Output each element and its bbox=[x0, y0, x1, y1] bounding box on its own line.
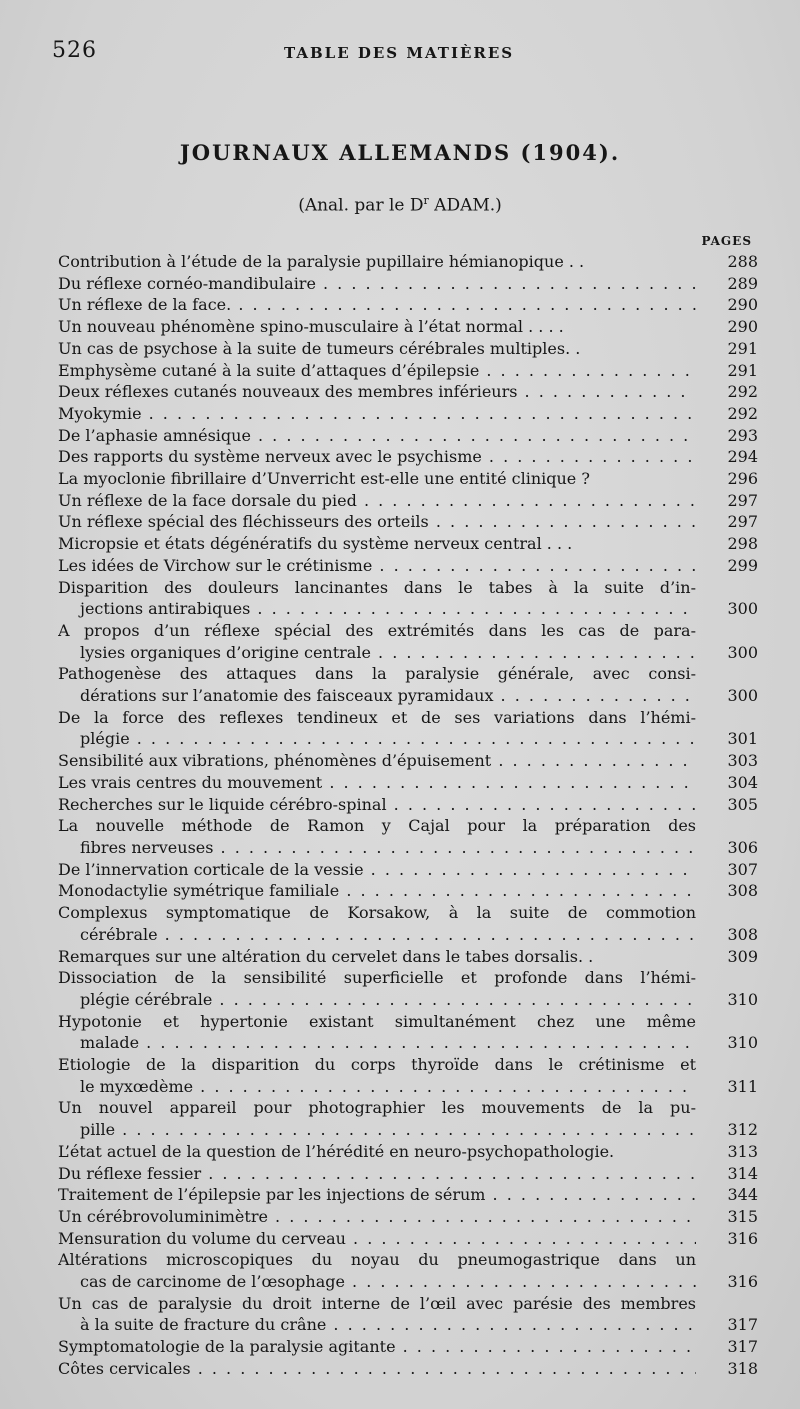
toc-page-number: 309 bbox=[727, 946, 758, 966]
toc-page-number: 300 bbox=[727, 686, 758, 706]
toc-entry bbox=[58, 273, 758, 295]
toc-entry bbox=[58, 1163, 758, 1185]
toc-entry bbox=[58, 794, 758, 816]
toc-entry-text: Recherches sur le liquide cérébro-spinal . . . bbox=[58, 794, 696, 816]
toc-entry-text: cas de carcinome de l’œsophage . . . bbox=[58, 1271, 696, 1293]
toc-entry-text: Remarques sur une altération du cervelet dans le tabes dorsalis. . bbox=[58, 946, 594, 966]
toc-entry bbox=[58, 555, 758, 577]
toc-entry-text: L’état actuel de la question de l’hérédité en neuro-psychopathologie. bbox=[58, 1141, 615, 1161]
page-number: 526 bbox=[52, 38, 97, 63]
toc-entry-text: plégie cérébrale . . . bbox=[58, 989, 696, 1011]
toc-page-number: 297 bbox=[727, 490, 758, 510]
toc-entry bbox=[58, 446, 758, 468]
toc-entry bbox=[58, 511, 758, 533]
toc-entry bbox=[58, 946, 758, 968]
toc-entry-text: Altérations microscopiques du noyau du pneumogastrique dans un bbox=[58, 1250, 696, 1270]
toc-entry bbox=[58, 577, 758, 620]
toc-entry-text: Un cas de paralysie du droit interne de l’œil avec parésie des membres bbox=[58, 1293, 696, 1313]
toc-entry bbox=[58, 620, 758, 663]
toc-entry-text: Monodactylie symétrique familiale . . . bbox=[58, 880, 696, 902]
toc-page-number: 300 bbox=[727, 599, 758, 619]
toc-entry-text: Dissociation de la sensibilité superficielle et profonde dans l’hémi- bbox=[58, 968, 696, 988]
toc-entry-text: à la suite de fracture du crâne . . . bbox=[58, 1314, 696, 1336]
toc-page-number: 308 bbox=[727, 881, 758, 901]
toc-entry bbox=[58, 1206, 758, 1228]
toc-page-number: 301 bbox=[727, 729, 758, 749]
toc-page-number: 300 bbox=[727, 642, 758, 662]
toc-entry-text: plégie . . . bbox=[58, 728, 696, 750]
toc-page-number: 304 bbox=[727, 772, 758, 792]
toc-page-number: 294 bbox=[727, 447, 758, 467]
toc-page-number: 305 bbox=[727, 794, 758, 814]
toc-entry-text: lysies organiques d’origine centrale . . . bbox=[58, 642, 696, 664]
toc-entry-text: Du réflexe fessier . . . bbox=[58, 1163, 696, 1185]
toc-entry-text: Les vrais centres du mouvement . . . bbox=[58, 772, 696, 794]
toc-entry-text: Des rapports du système nerveux avec le psychisme . . . bbox=[58, 446, 696, 468]
toc-entry bbox=[58, 1228, 758, 1250]
toc-entry bbox=[58, 1293, 758, 1336]
toc-entry-text: Un cas de psychose à la suite de tumeurs cérébrales multiples. . bbox=[58, 338, 581, 358]
toc-entry bbox=[58, 316, 758, 338]
toc-page-number: 306 bbox=[727, 837, 758, 857]
toc-page-number: 298 bbox=[727, 534, 758, 554]
subtitle-pre: (Anal. par le D bbox=[298, 195, 424, 216]
toc-entry-text: Un réflexe de la face dorsale du pied . . . bbox=[58, 490, 696, 512]
section-subtitle bbox=[0, 194, 800, 216]
toc-entry-text: Hypotonie et hypertonie existant simultanément chez une même bbox=[58, 1011, 696, 1031]
toc-entry-text: Un cérébrovoluminimètre . . . bbox=[58, 1206, 696, 1228]
toc-page-number: 291 bbox=[727, 360, 758, 380]
toc-entry-text: De l’aphasie amnésique . . . bbox=[58, 425, 696, 447]
toc-entry-text: Complexus symptomatique de Korsakow, à la suite de commotion bbox=[58, 903, 696, 923]
toc-entry bbox=[58, 1358, 758, 1380]
toc-entry bbox=[58, 1336, 758, 1358]
toc-entry bbox=[58, 338, 758, 360]
toc-entry bbox=[58, 403, 758, 425]
toc-entry bbox=[58, 772, 758, 794]
toc-entry-text: Du réflexe cornéo-mandibulaire . . . bbox=[58, 273, 696, 295]
toc-entry-text: fibres nerveuses . . . bbox=[58, 837, 696, 859]
toc-page-number: 344 bbox=[727, 1185, 758, 1205]
toc-page-number: 290 bbox=[727, 295, 758, 315]
toc-entry bbox=[58, 750, 758, 772]
toc-entry-text: pille . . . bbox=[58, 1119, 696, 1141]
toc-entry-text: dérations sur l’anatomie des faisceaux pyramidaux . . . bbox=[58, 685, 696, 707]
toc-entry-text: Côtes cervicales . . . bbox=[58, 1358, 696, 1380]
running-title: TABLE DES MATIÈRES bbox=[284, 44, 515, 62]
toc-page-number: 297 bbox=[727, 512, 758, 532]
subtitle-post: ADAM.) bbox=[428, 195, 502, 216]
toc-entry bbox=[58, 815, 758, 858]
toc-entry-text: Un nouveau phénomène spino-musculaire à l’état normal . . . . bbox=[58, 317, 564, 337]
toc-entry-text: De l’innervation corticale de la vessie . . . bbox=[58, 859, 696, 881]
toc-page-number: 296 bbox=[727, 469, 758, 489]
toc-page-number: 315 bbox=[727, 1206, 758, 1226]
toc-entry bbox=[58, 1011, 758, 1054]
toc-page-number: 289 bbox=[727, 273, 758, 293]
toc-page-number: 307 bbox=[727, 859, 758, 879]
toc-entry-text: Les idées de Virchow sur le crétinisme . . . bbox=[58, 555, 696, 577]
toc-entry-text: Un nouvel appareil pour photographier les mouvements de la pu- bbox=[58, 1098, 696, 1118]
toc-page-number: 314 bbox=[727, 1163, 758, 1183]
page-header bbox=[52, 38, 760, 68]
toc-entry bbox=[58, 533, 758, 555]
toc-entry-text: Un réflexe de la face. . . . bbox=[58, 294, 696, 316]
toc-entry-text: cérébrale . . . bbox=[58, 924, 696, 946]
toc-entry-text: Contribution à l’étude de la paralysie pupillaire hémianopique . . bbox=[58, 252, 585, 271]
toc-page-number: 317 bbox=[727, 1337, 758, 1357]
toc-entry-text: malade . . . bbox=[58, 1032, 696, 1054]
toc-entry-text: jections antirabiques . . . bbox=[58, 598, 696, 620]
toc-entry-text: Emphysème cutané à la suite d’attaques d’épilepsie . . . bbox=[58, 360, 696, 382]
toc-page-number: 292 bbox=[727, 382, 758, 402]
toc-entry bbox=[58, 707, 758, 750]
toc-page-number: 310 bbox=[727, 989, 758, 1009]
toc-entry bbox=[58, 294, 758, 316]
toc-entry-text: Pathogenèse des attaques dans la paralysie générale, avec consi- bbox=[58, 664, 696, 684]
toc-entry-text: Disparition des douleurs lancinantes dans le tabes à la suite d’in- bbox=[58, 577, 696, 597]
toc-entry bbox=[58, 425, 758, 447]
toc-page-number: 317 bbox=[727, 1315, 758, 1335]
toc-entry-text: Mensuration du volume du cerveau . . . bbox=[58, 1228, 696, 1250]
toc-page-number: 316 bbox=[727, 1228, 758, 1248]
toc-entry bbox=[58, 859, 758, 881]
toc-entry bbox=[58, 967, 758, 1010]
toc-page-number: 290 bbox=[727, 317, 758, 337]
toc-page-number: 311 bbox=[727, 1076, 758, 1096]
toc-entry-text: A propos d’un réflexe spécial des extrémités dans les cas de para- bbox=[58, 620, 696, 640]
toc-entry-text: Sensibilité aux vibrations, phénomènes d’épuisement . . . bbox=[58, 750, 696, 772]
toc-page-number: 303 bbox=[727, 751, 758, 771]
toc-page-number: 310 bbox=[727, 1033, 758, 1053]
toc-entry-text: Myokymie . . . bbox=[58, 403, 696, 425]
toc-page-number: 318 bbox=[727, 1358, 758, 1378]
toc-entry-text: La myoclonie fibrillaire d’Unverricht est-elle une entité clinique ? bbox=[58, 469, 590, 489]
toc-entry bbox=[58, 1097, 758, 1140]
toc-page-number: 312 bbox=[727, 1120, 758, 1140]
toc-entry bbox=[58, 1141, 758, 1163]
pages-column-header: PAGES bbox=[701, 234, 752, 248]
toc-entry-text: La nouvelle méthode de Ramon y Cajal pour la préparation des bbox=[58, 816, 696, 836]
toc-entry bbox=[58, 360, 758, 382]
toc-page-number: 293 bbox=[727, 425, 758, 445]
toc-entry bbox=[58, 251, 758, 273]
toc-entry bbox=[58, 468, 758, 490]
toc-page-number: 308 bbox=[727, 924, 758, 944]
toc-entry-text: le myxœdème . . . bbox=[58, 1076, 696, 1098]
toc-entry bbox=[58, 663, 758, 706]
toc-entry bbox=[58, 381, 758, 403]
toc-page-number: 291 bbox=[727, 338, 758, 358]
subtitle-sup: r bbox=[423, 194, 429, 207]
toc-entry-text: Un réflexe spécial des fléchisseurs des orteils . . . bbox=[58, 511, 696, 533]
toc-page-number: 313 bbox=[727, 1141, 758, 1161]
toc-page-number: 288 bbox=[727, 252, 758, 271]
toc-entry-text: Deux réflexes cutanés nouveaux des membres inférieurs . . . bbox=[58, 381, 696, 403]
toc-entry-text: Micropsie et états dégénératifs du système nerveux central . . . bbox=[58, 534, 573, 554]
section-title: JOURNAUX ALLEMANDS (1904). bbox=[179, 140, 621, 165]
toc-entry bbox=[58, 1184, 758, 1206]
toc-entry-text: De la force des reflexes tendineux et de ses variations dans l’hémi- bbox=[58, 707, 696, 727]
toc-entry bbox=[58, 1054, 758, 1097]
toc-entry bbox=[58, 1249, 758, 1292]
toc-page-number: 299 bbox=[727, 555, 758, 575]
toc-entry bbox=[58, 902, 758, 945]
toc-entry bbox=[58, 490, 758, 512]
toc-entry bbox=[58, 880, 758, 902]
toc-entry-text: Traitement de l’épilepsie par les injections de sérum . . . bbox=[58, 1184, 696, 1206]
toc-page-number: 316 bbox=[727, 1272, 758, 1292]
table-of-contents bbox=[58, 251, 758, 1380]
toc-entry-text: Symptomatologie de la paralysie agitante . . . bbox=[58, 1336, 696, 1358]
toc-page-number: 292 bbox=[727, 403, 758, 423]
toc-entry-text: Etiologie de la disparition du corps thyroïde dans le crétinisme et bbox=[58, 1055, 696, 1075]
